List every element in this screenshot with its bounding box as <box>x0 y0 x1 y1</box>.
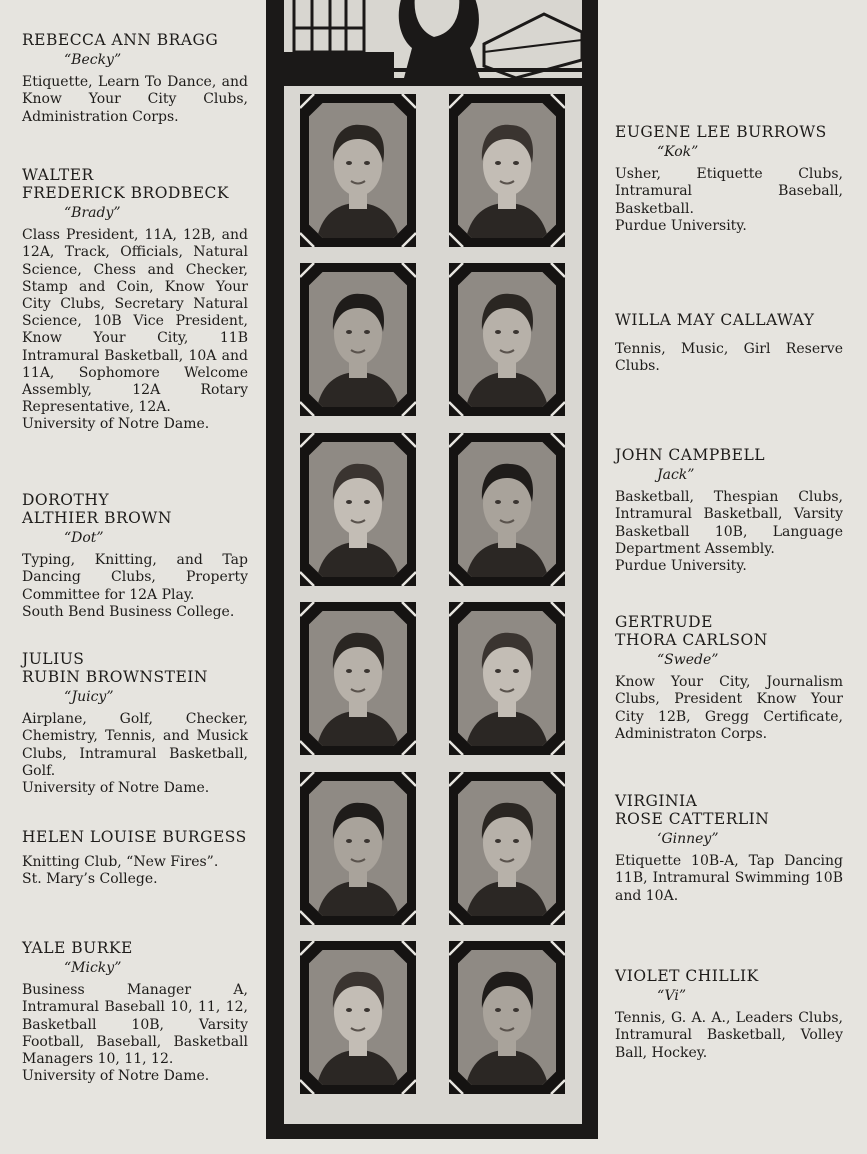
student-nickname: Jack” <box>657 467 695 483</box>
student-name: EUGENE LEE BURROWS <box>615 123 827 141</box>
student-name: JOHN CAMPBELL <box>615 446 766 464</box>
senior-entry-campbell <box>615 446 843 575</box>
student-portrait <box>449 772 565 925</box>
student-activities: Tennis, Music, Girl Reserve Clubs. <box>615 341 843 375</box>
student-name: JULIUS RUBIN BROWNSTEIN <box>22 650 208 686</box>
student-portrait <box>300 772 416 925</box>
student-portrait <box>449 263 565 416</box>
student-activities: Business Manager A, Intramural Baseball 10, 11, 12, Basketball 10B, Varsity Football, Baseball, Basketball Managers 10, 11, 12. University of Notre Dame. <box>22 982 248 1085</box>
student-nickname: “Becky” <box>64 52 122 68</box>
senior-entry-burke <box>22 939 248 1085</box>
student-activities: Knitting Club, “New Fires”. St. Mary’s College. <box>22 854 219 888</box>
student-activities: Class President, 11A, 12B, and 12A, Track, Officials, Natural Science, Chess and Checker, Stamp and Coin, Know Your City Clubs, Secretary Natural Science, 10B Vice President, Know Your City, 11B Intramural Basketball, 10A and 11A, Sophomore Welcome Assembly, 12A Rotary Representative, 12A. University of Notre Dame. <box>22 227 248 433</box>
header-illustration <box>284 0 582 81</box>
student-name: VIRGINIA ROSE CATTERLIN <box>615 792 770 828</box>
student-activities: Know Your City, Journalism Clubs, President Know Your City 12B, Gregg Certificate, Administraton Corps. <box>615 674 843 742</box>
senior-entry-brown <box>22 491 248 621</box>
senior-entry-carlson <box>615 613 843 743</box>
student-nickname: “Brady” <box>64 205 121 221</box>
student-portrait <box>300 433 416 586</box>
student-nickname <box>615 329 843 341</box>
student-portrait <box>300 602 416 755</box>
student-activities: Typing, Knitting, and Tap Dancing Clubs, Property Committee for 12A Play. South Bend Business College. <box>22 552 248 620</box>
student-name: VIOLET CHILLIK <box>615 967 759 985</box>
student-nickname: “Vi” <box>657 988 687 1004</box>
student-activities: Etiquette, Learn To Dance, and Know Your City Clubs, Administration Corps. <box>22 74 248 125</box>
student-portrait <box>449 94 565 247</box>
student-name: WILLA MAY CALLAWAY <box>615 311 815 329</box>
student-nickname: “Micky” <box>64 960 122 976</box>
student-name: GERTRUDE THORA CARLSON <box>615 613 768 649</box>
student-portrait <box>300 94 416 247</box>
senior-entry-bragg <box>22 31 248 126</box>
student-name: WALTER FREDERICK BRODBECK <box>22 166 229 202</box>
student-activities: Usher, Etiquette Clubs, Intramural Baseball, Basketball. Purdue University. <box>615 166 843 234</box>
student-activities: Basketball, Thespian Clubs, Intramural Basketball, Varsity Basketball 10B, Language Department Assembly. Purdue University. <box>615 489 843 575</box>
student-activities: Tennis, G. A. A., Leaders Clubs, Intramural Basketball, Volley Ball, Hockey. <box>615 1010 843 1061</box>
student-nickname: ‘Ginney” <box>657 831 719 847</box>
student-activities: Airplane, Golf, Checker, Chemistry, Tennis, and Musick Clubs, Intramural Basketball, Golf. University of Notre Dame. <box>22 711 248 797</box>
senior-entry-burgess <box>22 828 248 888</box>
senior-entry-catterlin <box>615 792 843 905</box>
student-portrait <box>300 263 416 416</box>
student-portrait <box>449 433 565 586</box>
student-nickname: “Swede” <box>657 652 719 668</box>
senior-entry-burrows <box>615 123 843 235</box>
senior-entry-brodbeck <box>22 166 248 434</box>
student-nickname: “Dot” <box>64 530 104 546</box>
senior-entry-brownstein <box>22 650 248 797</box>
student-name: YALE BURKE <box>22 939 133 957</box>
student-nickname <box>22 846 248 854</box>
student-portrait <box>449 941 565 1094</box>
student-portrait <box>300 941 416 1094</box>
student-nickname: “Kok” <box>657 144 699 160</box>
student-name: DOROTHY ALTHIER BROWN <box>22 491 172 527</box>
student-activities: Etiquette 10B-A, Tap Dancing 11B, Intramural Swimming 10B and 10A. <box>615 853 843 904</box>
student-name: REBECCA ANN BRAGG <box>22 31 219 49</box>
student-nickname: “Juicy” <box>64 689 114 705</box>
senior-entry-chillik <box>615 967 843 1062</box>
student-name: HELEN LOUISE BURGESS <box>22 828 247 846</box>
senior-entry-callaway <box>615 311 843 375</box>
student-portrait <box>449 602 565 755</box>
